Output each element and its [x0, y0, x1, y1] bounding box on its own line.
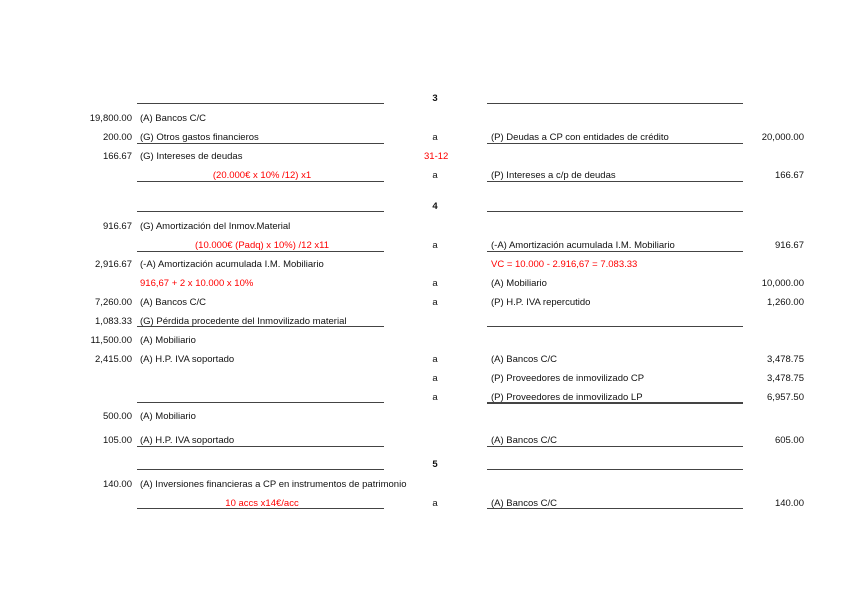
entry-date: 31-12 [424, 151, 449, 162]
debit-amount: 2,415.00 [95, 354, 132, 365]
connector-a: a [432, 278, 438, 289]
debit-account: (A) Mobiliario [140, 335, 196, 346]
debit-amount: 105.00 [102, 435, 132, 446]
row-underline [487, 446, 743, 447]
debit-account: (A) H.P. IVA soportado [140, 435, 235, 446]
credit-account: (P) Proveedores de inmovilizado LP [491, 392, 643, 403]
credit-account: (P) Proveedores de inmovilizado CP [491, 373, 645, 384]
row-underline [137, 446, 384, 447]
journal-row [0, 112, 848, 126]
separator-line [137, 469, 384, 470]
calculation-note: 10 accs x14€/acc [225, 498, 299, 509]
connector-a: a [432, 373, 438, 384]
debit-amount: 2,916.67 [95, 259, 132, 270]
credit-account: (A) Bancos C/C [491, 354, 557, 365]
entry-number: 4 [432, 201, 438, 212]
debit-account: (G) Amortización del Inmov.Material [140, 221, 291, 232]
connector-a: a [432, 170, 438, 181]
credit-account: (A) Mobiliario [491, 278, 547, 289]
credit-amount: 916.67 [774, 240, 804, 251]
separator-line [487, 469, 743, 470]
credit-account: (P) Deudas a CP con entidades de crédito [491, 132, 669, 143]
journal-row [0, 150, 848, 164]
debit-amount: 166.67 [102, 151, 132, 162]
row-underline [137, 251, 384, 252]
debit-amount: 1,083.33 [95, 316, 132, 327]
debit-amount: 500.00 [102, 411, 132, 422]
debit-account: (A) Bancos C/C [140, 297, 206, 308]
credit-amount: 10,000.00 [761, 278, 804, 289]
debit-amount: 7,260.00 [95, 297, 132, 308]
credit-amount: 166.67 [774, 170, 804, 181]
journal-row [0, 239, 848, 253]
journal-row [0, 410, 848, 424]
credit-account: (P) H.P. IVA repercutido [491, 297, 591, 308]
debit-amount: 11,500.00 [90, 335, 132, 346]
calculation-note: VC = 10.000 - 2.916,67 = 7.083.33 [491, 259, 638, 270]
debit-account: (G) Intereses de deudas [140, 151, 243, 162]
journal-row [0, 169, 848, 183]
separator-line [487, 103, 743, 104]
credit-amount: 605.00 [774, 435, 804, 446]
calculation-note: (20.000€ x 10% /12) x1 [212, 170, 312, 181]
row-underline [137, 143, 384, 144]
credit-account: (-A) Amortización acumulada I.M. Mobiliario [491, 240, 675, 251]
debit-account: (A) Mobiliario [140, 411, 196, 422]
debit-account: (A) Bancos C/C [140, 113, 206, 124]
entry-number: 5 [432, 459, 438, 470]
credit-amount: 3,478.75 [767, 373, 804, 384]
entry-number: 3 [432, 93, 438, 104]
separator-line [137, 211, 384, 212]
journal-row [0, 478, 848, 492]
credit-account: (P) Intereses a c/p de deudas [491, 170, 616, 181]
connector-a: a [432, 297, 438, 308]
journal-row [0, 497, 848, 511]
credit-amount: 140.00 [774, 498, 804, 509]
debit-amount: 200.00 [102, 132, 132, 143]
journal-row [0, 353, 848, 367]
connector-a: a [432, 498, 438, 509]
row-underline [487, 403, 743, 404]
calculation-note: 916,67 + 2 x 10.000 x 10% [140, 278, 254, 289]
debit-account: (G) Otros gastos financieros [140, 132, 259, 143]
debit-amount: 140.00 [102, 479, 132, 490]
debit-account: (A) H.P. IVA soportado [140, 354, 235, 365]
separator-line [487, 211, 743, 212]
credit-account: (A) Bancos C/C [491, 435, 557, 446]
credit-amount: 20,000.00 [761, 132, 804, 143]
debit-amount: 19,800.00 [89, 113, 132, 124]
journal-row [0, 131, 848, 145]
credit-amount: 6,957.50 [767, 392, 804, 403]
journal-row [0, 334, 848, 348]
debit-account: (-A) Amortización acumulada I.M. Mobiliario [140, 259, 324, 270]
journal-row [0, 258, 848, 272]
journal-row [0, 277, 848, 291]
calculation-note: (10.000€ (Padq) x 10%) /12 x11 [195, 240, 329, 251]
journal-row [0, 296, 848, 310]
separator-line [137, 103, 384, 104]
credit-account: (A) Bancos C/C [491, 498, 557, 509]
credit-amount: 3,478.75 [767, 354, 804, 365]
debit-account: (G) Pérdida procedente del Inmovilizado material [140, 316, 347, 327]
journal-row [0, 434, 848, 448]
row-underline [137, 181, 384, 182]
debit-account: (A) Inversiones financieras a CP en instrumentos de patrimonio [140, 479, 407, 490]
connector-a: a [432, 240, 438, 251]
debit-amount: 916.67 [102, 221, 132, 232]
journal-row [0, 315, 848, 329]
journal-row [0, 391, 848, 405]
journal-row [0, 220, 848, 234]
journal-row [0, 372, 848, 386]
connector-a: a [432, 354, 438, 365]
connector-a: a [432, 392, 438, 403]
credit-amount: 1,260.00 [767, 297, 804, 308]
connector-a: a [432, 132, 438, 143]
